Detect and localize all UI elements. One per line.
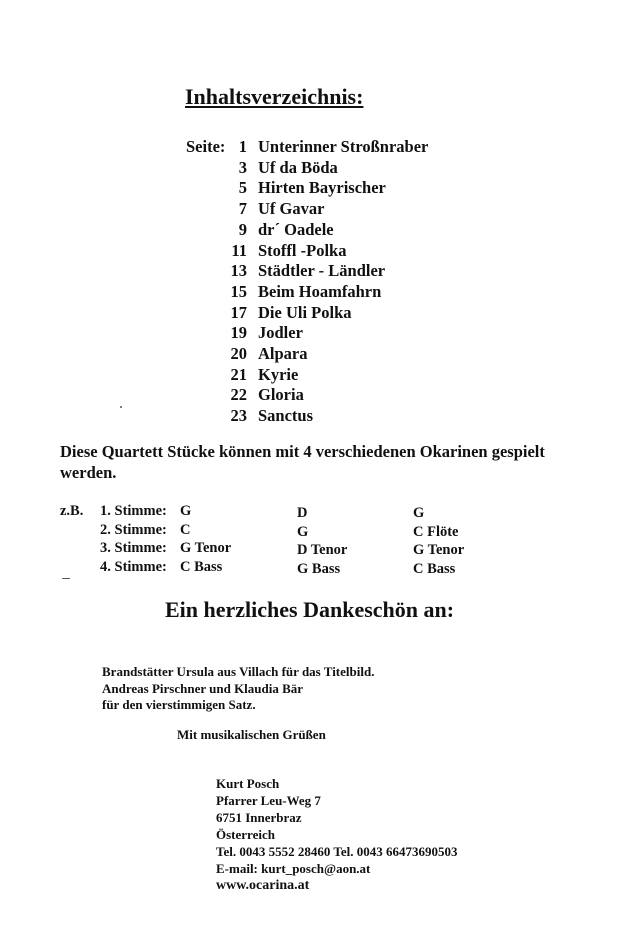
contact-street: Pfarrer Leu-Weg 7 bbox=[216, 793, 321, 808]
voice-set-1: C Bass bbox=[180, 558, 223, 575]
toc-page-number: 22 bbox=[230, 385, 247, 405]
greeting: Mit musikalischen Grüßen bbox=[177, 727, 326, 742]
contact-name: Kurt Posch bbox=[216, 776, 280, 791]
toc-entry bbox=[186, 178, 486, 199]
toc-page-number: 7 bbox=[238, 199, 247, 219]
voice-set-3: G Tenor bbox=[413, 542, 465, 558]
voice-set-2: G bbox=[297, 523, 309, 540]
toc-title: Uf Gavar bbox=[258, 199, 325, 219]
toc-page-number: 21 bbox=[230, 364, 247, 384]
toc-entry bbox=[186, 323, 486, 344]
voice-set-1: G bbox=[180, 503, 192, 519]
contact-email[interactable]: E-mail: kurt_posch@aon.at bbox=[216, 861, 371, 876]
toc-page-number: 9 bbox=[238, 219, 247, 239]
toc-page-number: 17 bbox=[230, 302, 247, 322]
voice-label: 3. Stimme: bbox=[100, 540, 167, 556]
toc-title: Kyrie bbox=[258, 364, 299, 384]
voice-set-2: D Tenor bbox=[297, 542, 348, 558]
toc-entry bbox=[186, 282, 486, 303]
toc-title: Beim Hoamfahrn bbox=[258, 281, 382, 301]
toc-entry bbox=[186, 199, 486, 220]
toc-title: Städtler - Ländler bbox=[258, 261, 386, 281]
toc-title: Alpara bbox=[258, 344, 308, 363]
toc-page-number: 11 bbox=[231, 240, 247, 260]
voice-label: 2. Stimme: bbox=[100, 521, 167, 538]
toc-page-number: 19 bbox=[230, 323, 247, 343]
toc-title: dr´ Oadele bbox=[258, 219, 334, 239]
voice-set-3: C Bass bbox=[413, 560, 456, 577]
contact-phone: Tel. 0043 5552 28460 Tel. 0043 66473690503 bbox=[216, 844, 458, 859]
scan-speck bbox=[62, 578, 70, 579]
toc-entry bbox=[186, 406, 486, 427]
thanks-line: Brandstätter Ursula aus Villach für das Titelbild. bbox=[102, 664, 375, 679]
thanks-heading: Ein herzliches Dankeschön an: bbox=[165, 597, 455, 622]
toc-title: Jodler bbox=[258, 323, 303, 343]
toc-page-number: 3 bbox=[238, 157, 247, 177]
voice-set-3: G bbox=[413, 505, 425, 521]
toc-entry bbox=[186, 261, 486, 282]
toc-title: Die Uli Polka bbox=[258, 302, 352, 322]
toc-entry bbox=[186, 385, 486, 406]
toc-page-number: 15 bbox=[230, 281, 247, 301]
contact-country: Österreich bbox=[216, 827, 275, 842]
page-title: Inhaltsverzeichnis: bbox=[185, 84, 364, 109]
toc-title: Unterinner Stroßnraber bbox=[258, 137, 429, 156]
toc-title: Uf da Böda bbox=[258, 157, 338, 177]
voice-label: 4. Stimme: bbox=[100, 558, 167, 575]
toc-page-number: 23 bbox=[230, 406, 247, 426]
intro-text: Diese Quartett Stücke können mit 4 verschiedenen Okarinen gespielt werden. bbox=[60, 442, 545, 482]
scan-speck bbox=[120, 406, 122, 408]
toc-title: Sanctus bbox=[258, 406, 314, 426]
toc-page-number: 13 bbox=[230, 261, 247, 281]
toc-title: Stoffl -Polka bbox=[258, 240, 347, 260]
voice-set-2: D bbox=[297, 505, 308, 521]
toc-title: Gloria bbox=[258, 385, 304, 405]
contact-web[interactable]: www.ocarina.at bbox=[216, 878, 310, 893]
thanks-line: für den vierstimmigen Satz. bbox=[102, 697, 256, 712]
toc-title: Hirten Bayrischer bbox=[258, 178, 386, 198]
voice-set-2: G Bass bbox=[297, 560, 341, 577]
seite-label: Seite: bbox=[186, 137, 226, 156]
toc-entry bbox=[186, 241, 486, 262]
toc-entry bbox=[186, 220, 486, 241]
voice-set-1: G Tenor bbox=[180, 540, 232, 556]
voice-set-3: C Flöte bbox=[413, 523, 459, 540]
toc-entry bbox=[186, 344, 486, 365]
toc-entry bbox=[186, 158, 486, 179]
toc-page-number: 5 bbox=[238, 178, 247, 198]
zb-label: z.B. bbox=[60, 503, 84, 519]
voice-label: 1. Stimme: bbox=[100, 503, 167, 519]
thanks-line: Andreas Pirschner und Klaudia Bär bbox=[102, 680, 304, 696]
toc-entry bbox=[186, 137, 486, 158]
toc-page-number: 1 bbox=[238, 137, 247, 156]
toc-entry bbox=[186, 303, 486, 324]
toc-entry bbox=[186, 365, 486, 386]
contact-city: 6751 Innerbraz bbox=[216, 810, 302, 825]
voice-set-1: C bbox=[180, 521, 191, 538]
toc-page-number: 20 bbox=[230, 344, 247, 363]
